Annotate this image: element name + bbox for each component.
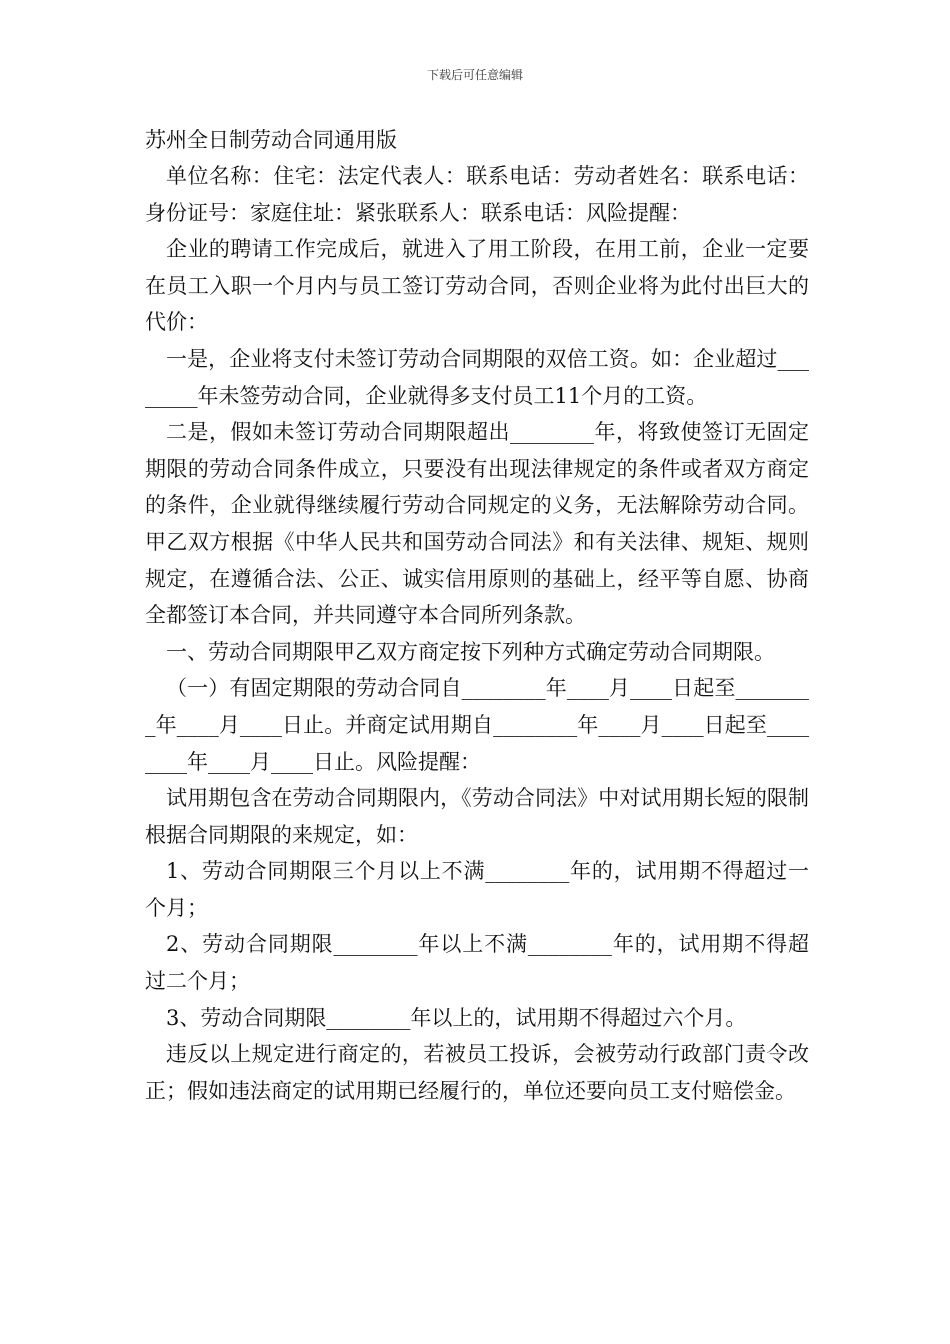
paragraph-rule-1: 1、劳动合同期限三个月以上不满________年的，试用期不得超过一个月； [145, 859, 809, 920]
paragraph-rule-2: 2、劳动合同期限________年以上不满________年的，试用期不得超过二个月； [145, 932, 809, 994]
document-body [145, 122, 809, 1109]
paragraph-probation-note: 试用期包含在劳动合同期限内，《劳动合同法》中对试用期长短的限制根据合同期限的来规定，如： [145, 786, 809, 847]
paragraph-point-one: 一是，企业将支付未签订劳动合同期限的双倍工资。如：企业超过________年未签劳动合同，企业就得多支付员工11个月的工资。 [145, 346, 809, 408]
paragraph-section-one: 一、劳动合同期限甲乙双方商定按下列种方式确定劳动合同期限。 [166, 639, 775, 664]
paragraph-rule-3: 3、劳动合同期限________年以上的，试用期不得超过六个月。 [166, 1005, 747, 1030]
paragraph-intro: 企业的聘请工作完成后，就进入了用工阶段，在用工前，企业一定要在员工入职一个月内与员工签订劳动合同，否则企业将为此付出巨大的代价： [145, 237, 809, 335]
document-title: 苏州全日制劳动合同通用版 [145, 128, 397, 152]
paragraph-contact-info: 单位名称：住宅：法定代表人：联系电话：劳动者姓名：联系电话：身份证号：家庭住址：紧张联系人：联系电话：风险提醒： [145, 164, 809, 225]
paragraph-violation: 违反以上规定进行商定的，若被员工投诉，会被劳动行政部门责令改正；假如违法商定的试用期已经履行的，单位还要向员工支付赔偿金。 [145, 1042, 809, 1103]
page-header-note: 下载后可任意编辑 [426, 68, 523, 82]
paragraph-point-two: 二是，假如未签订劳动合同期限超出________年，将致使签订无固定期限的劳动合同条件成立，只要没有出现法律规定的条件或者双方商定的条件，企业就得继续履行劳动合同规定的义务，无法解除劳动合同。 甲乙双方根据《中华人民共和国劳动合同法》和有关法律、规矩、规则规定，在遵循合法、公正、诚实信用原则的基础上，经平等自愿、协商全都签订本合同，并共同遵守本合同所列条款。 [145, 420, 809, 628]
paragraph-fixed-term: （一）有固定期限的劳动合同自________年____月____日起至________年____月____日止。并商定试用期自________年____月____日起至________年____月____日止。风险提醒： [145, 676, 809, 774]
